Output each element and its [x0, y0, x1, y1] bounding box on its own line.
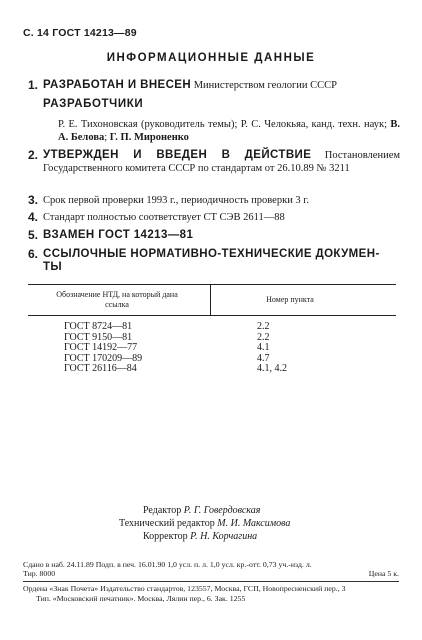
table-cell-point: 4.7: [257, 352, 270, 364]
item-5: [28, 229, 400, 242]
separator: ;: [104, 132, 110, 143]
developer-name: Р. Е. Тихоновская: [58, 119, 138, 130]
item-4: [28, 211, 400, 224]
item-text: Срок первой проверки 1993 г., периодичность проверки 3 г.: [43, 195, 310, 206]
item-3: [28, 194, 400, 207]
editor-name: Р. Г. Говердовская: [183, 505, 261, 516]
page-header: С. 14 ГОСТ 14213—89: [23, 27, 137, 39]
item-text: Стандарт полностью соответствует СТ СЭВ 2611—88: [43, 212, 285, 223]
item-heading: ВЗАМЕН ГОСТ 14213—81: [43, 229, 194, 241]
table-cell-doc: ГОСТ 8724—81: [64, 321, 133, 332]
imprint-line-4: Тип. «Московский печатник». Москва, Лялин пер., 6. Зак. 1255: [36, 594, 246, 603]
developer-name: В. А. Белова: [58, 119, 401, 143]
table-header-rule: [28, 315, 396, 316]
item-number: 3.: [28, 193, 39, 207]
table-cell-doc: ГОСТ 14192—77: [64, 342, 138, 353]
developer-role: (руководитель темы);: [137, 119, 241, 130]
item-6: [28, 248, 400, 274]
table-top-rule: [28, 284, 396, 285]
developers-list: [58, 118, 400, 144]
table-header-document: Обозначение НТД, на который дана ссылка: [56, 290, 178, 309]
table-cell-doc: ГОСТ 9150—81: [64, 331, 133, 343]
table-cell-point: 4.1: [257, 342, 270, 353]
developer-name: Р. С. Челокьяа: [240, 119, 306, 130]
imprint-line-1: Сдано в наб. 24.11.89 Подп. в печ. 16.01.90 1,0 усл. п. л. 1,0 усл. кр.-отт. 0,73 уч.-изд. л.: [23, 560, 312, 569]
print-run: Тир. 8000: [23, 569, 56, 578]
page-title: ИНФОРМАЦИОННЫЕ ДАННЫЕ: [106, 52, 316, 64]
item-text: Министерством геологии СССР: [191, 80, 337, 91]
corrector-name: Р. Н. Корчагина: [190, 531, 258, 542]
table-cell-point: 4.1, 4.2: [257, 363, 287, 374]
editors-block: [0, 504, 422, 543]
corrector-line: [143, 530, 422, 543]
tech-editor-line: [119, 517, 422, 530]
item-1: [28, 79, 400, 92]
table-cell-doc: ГОСТ 170209—89: [64, 352, 143, 364]
table-cell-doc: ГОСТ 26116—84: [64, 363, 137, 374]
developer-name: Г. П. Мироненко: [109, 132, 189, 143]
item-number: 1.: [28, 78, 39, 92]
table-column-points: [257, 322, 287, 375]
item-heading: УТВЕРЖДЕН И ВВЕДЕН В ДЕЙСТВИЕ: [43, 149, 312, 161]
imprint-line-2: [23, 569, 399, 579]
imprint-rule: [23, 581, 399, 582]
price: Цена 5 к.: [368, 569, 399, 578]
tech-editor-label: Технический редактор: [119, 518, 218, 529]
developer-role: , канд. техн. наук;: [305, 119, 391, 130]
item-number: 4.: [28, 210, 39, 224]
imprint-line-3: Ордена «Знак Почета» Издательство стандартов, 123557, Москва, ГСП, Новопресненский пер., 3: [23, 584, 346, 593]
editor-line: [143, 504, 422, 517]
table-column-documents: [64, 322, 142, 375]
item-text: Постановлением Государственного комитета СССР по стандартам от 26.10.89 № 3211: [43, 150, 400, 174]
item-heading: РАЗРАБОТАН И ВНЕСЕН: [43, 79, 192, 91]
table-header-point: Номер пункта: [266, 295, 314, 304]
tech-editor-name: М. И. Максимова: [217, 518, 291, 529]
table-column-divider: [210, 285, 211, 315]
item-2: [28, 149, 400, 175]
item-number: 6.: [28, 247, 39, 261]
item-number: 5.: [28, 228, 39, 242]
table-cell-point: 2.2: [257, 331, 270, 343]
corrector-label: Корректор: [143, 531, 191, 542]
developers-heading: РАЗРАБОТЧИКИ: [43, 98, 144, 110]
item-heading: ССЫЛОЧНЫЕ НОРМАТИВНО-ТЕХНИЧЕСКИЕ ДОКУМЕН-ТЫ: [43, 248, 380, 273]
table-cell-point: 2.2: [257, 321, 270, 332]
item-number: 2.: [28, 148, 39, 162]
editor-label: Редактор: [143, 505, 184, 516]
